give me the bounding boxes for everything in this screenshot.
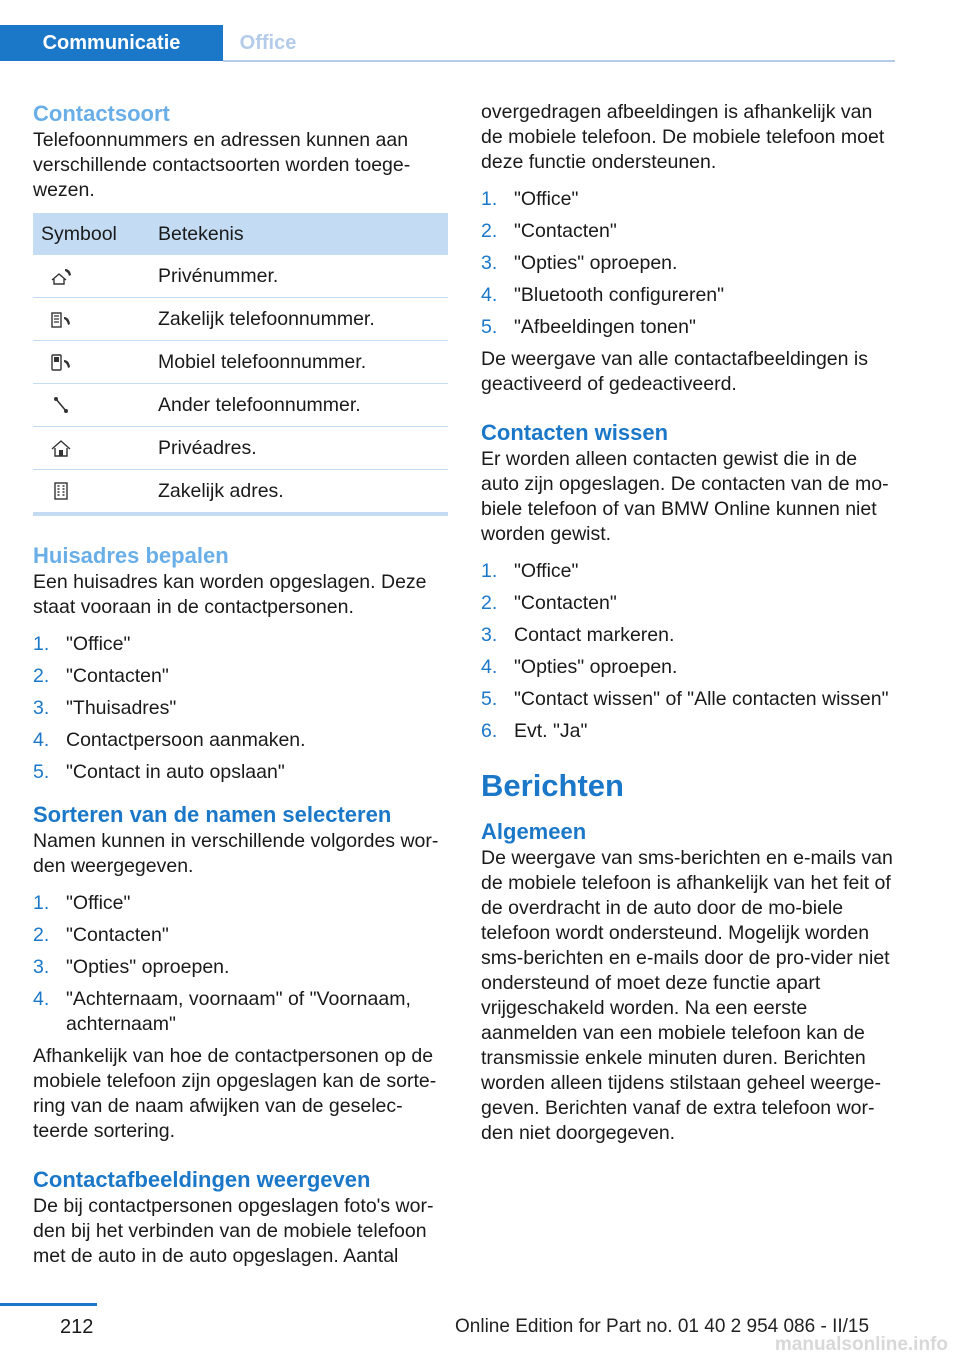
list-item [33,632,448,657]
footer-rule [0,1303,97,1306]
step-number: 5. [481,688,498,710]
steps-list [33,891,448,1037]
steps-list [33,632,448,785]
chapter-title-berichten: Berichten [481,768,624,803]
step-number: 1. [481,188,498,210]
table-cell-meaning: Privéadres. [157,427,448,470]
step-text: "Contacten" [514,592,617,614]
step-number: 3. [481,624,498,646]
table-cell-meaning: Ander telefoonnummer. [157,384,448,427]
table-row [33,255,448,298]
list-item [33,923,448,948]
list-item [481,591,896,616]
list-item [481,623,896,648]
step-number: 3. [33,697,50,719]
step-text: Contact markeren. [514,624,675,646]
step-number: 6. [481,720,498,742]
list-item [481,219,896,244]
step-text: "Bluetooth configureren" [514,284,725,306]
step-number: 4. [481,656,498,678]
list-item [33,987,448,1037]
list-item [481,283,896,308]
step-number: 4. [33,729,50,751]
step-number: 4. [481,284,498,306]
list-item [33,696,448,721]
paragraph: Namen kunnen in verschillende volgordes wor-den weergegeven. [33,830,439,877]
table-row [33,470,448,515]
section-title-contacten-wissen: Contacten wissen [481,420,669,445]
tab-underline [223,60,895,62]
step-text: "Contacten" [514,220,617,242]
table-header-symbol: Symbool [33,213,157,255]
paragraph: Telefoonnummers en adressen kunnen aan verschillende contactsoorten worden toege-wezen. [33,129,411,201]
step-number: 1. [33,892,50,914]
section-title-algemeen: Algemeen [481,819,587,844]
other-phone-icon [48,395,74,415]
list-item [481,251,896,276]
step-number: 1. [481,560,498,582]
step-text: "Office" [66,633,131,655]
section-title-sorteren: Sorteren van de namen selecteren [33,802,392,827]
steps-list [481,559,896,744]
step-text: "Office" [514,188,579,210]
table-cell-meaning: Zakelijk telefoonnummer. [157,298,448,341]
step-number: 3. [33,956,50,978]
table-cell-meaning: Mobiel telefoonnummer. [157,341,448,384]
step-text: "Opties" oproepen. [66,956,230,978]
list-item [33,664,448,689]
step-number: 2. [33,665,50,687]
table-row [33,298,448,341]
table-cell-meaning: Privénummer. [157,255,448,298]
step-number: 2. [33,924,50,946]
paragraph: Een huisadres kan worden opgeslagen. Deze staat vooraan in de contactpersonen. [33,571,427,618]
paragraph: overgedragen afbeeldingen is afhankelijk van de mobiele telefoon. De mobiele telefoon moet deze functie ondersteunen. [481,101,885,173]
list-item [481,719,896,744]
watermark: manualsonline.info [774,1334,948,1355]
paragraph: De weergave van alle contactafbeeldingen is geactiveerd of gedeactiveerd. [481,348,869,395]
list-item [33,891,448,916]
step-text: Contactpersoon aanmaken. [66,729,306,751]
symbol-table [33,213,448,516]
steps-list [481,187,896,340]
table-cell-meaning: Zakelijk adres. [157,470,448,515]
list-item [481,559,896,584]
step-number: 2. [481,220,498,242]
list-item [33,955,448,980]
step-text: "Opties" oproepen. [514,656,678,678]
step-text: "Contact wissen" of "Alle contacten wissen" [514,688,889,710]
step-text: "Contact in auto opslaan" [66,761,285,783]
list-item [481,315,896,340]
business-phone-icon [48,309,74,329]
table-header-row [33,213,448,255]
step-number: 5. [33,761,50,783]
step-text: Evt. "Ja" [514,720,588,742]
home-address-icon [48,438,74,458]
business-address-icon [48,481,74,501]
step-text: "Achternaam, voornaam" of "Voornaam, achternaam" [66,988,411,1035]
step-text: "Contacten" [66,665,169,687]
step-number: 3. [481,252,498,274]
paragraph: Er worden alleen contacten gewist die in de auto zijn opgeslagen. De contacten van de mo-biele telefoon of van BMW Online kunnen niet worden gewist. [481,448,889,545]
step-text: "Office" [66,892,131,914]
step-text: "Thuisadres" [66,697,177,719]
paragraph: Afhankelijk van hoe de contactpersonen op de mobiele telefoon zijn opgeslagen kan de sorte-ring van de naam afwijken van de geselec-teerde sortering. [33,1045,437,1142]
list-item [481,687,896,712]
list-item [33,728,448,753]
edition-text: Online Edition for Part no. 01 40 2 954 086 - II/15 [455,1316,870,1337]
section-title-contactsoort: Contactsoort [33,101,170,126]
table-row [33,384,448,427]
step-number: 2. [481,592,498,614]
section-title-huisadres: Huisadres bepalen [33,543,229,568]
right-column [481,100,896,1146]
chapter-tabs [0,25,895,61]
paragraph: De weergave van sms-berichten en e-mails van de mobiele telefoon is afhankelijk van het feit of de overdracht in de auto door de mo-biele telefoon wordt ondersteund. Mogelijk worden sms-berichten en e-mails door de pro-vider niet ondersteund of moet deze functie apart vrijgeschakeld worden. Na een eerste aanmelden van een mobiele telefoon kan de transmissie enkele minuten duren. Berichten worden alleen tijdens stilstaan geheel weerge-geven. Berichten vanaf de extra telefoon wor-den niet doorgegeven. [481,847,893,1144]
section-title-contactafbeeldingen: Contactafbeeldingen weergeven [33,1167,371,1192]
step-text: "Afbeeldingen tonen" [514,316,696,338]
home-phone-icon [48,266,74,286]
paragraph: De bij contactpersonen opgeslagen foto's wor-den bij het verbinden van de mobiele telefoon met de auto in de auto opgeslagen. Aantal [33,1195,434,1267]
step-text: "Office" [514,560,579,582]
step-number: 5. [481,316,498,338]
step-number: 1. [33,633,50,655]
step-text: "Opties" oproepen. [514,252,678,274]
list-item [481,187,896,212]
tab-office: Office [239,32,297,54]
left-column [33,100,448,1269]
list-item [33,760,448,785]
list-item [481,655,896,680]
step-number: 4. [33,988,50,1010]
table-header-meaning: Betekenis [157,213,448,255]
table-row [33,341,448,384]
step-text: "Contacten" [66,924,169,946]
page-number: 212 [60,1316,94,1338]
mobile-phone-icon [48,352,74,372]
table-row [33,427,448,470]
tab-communicatie: Communicatie [0,25,223,61]
